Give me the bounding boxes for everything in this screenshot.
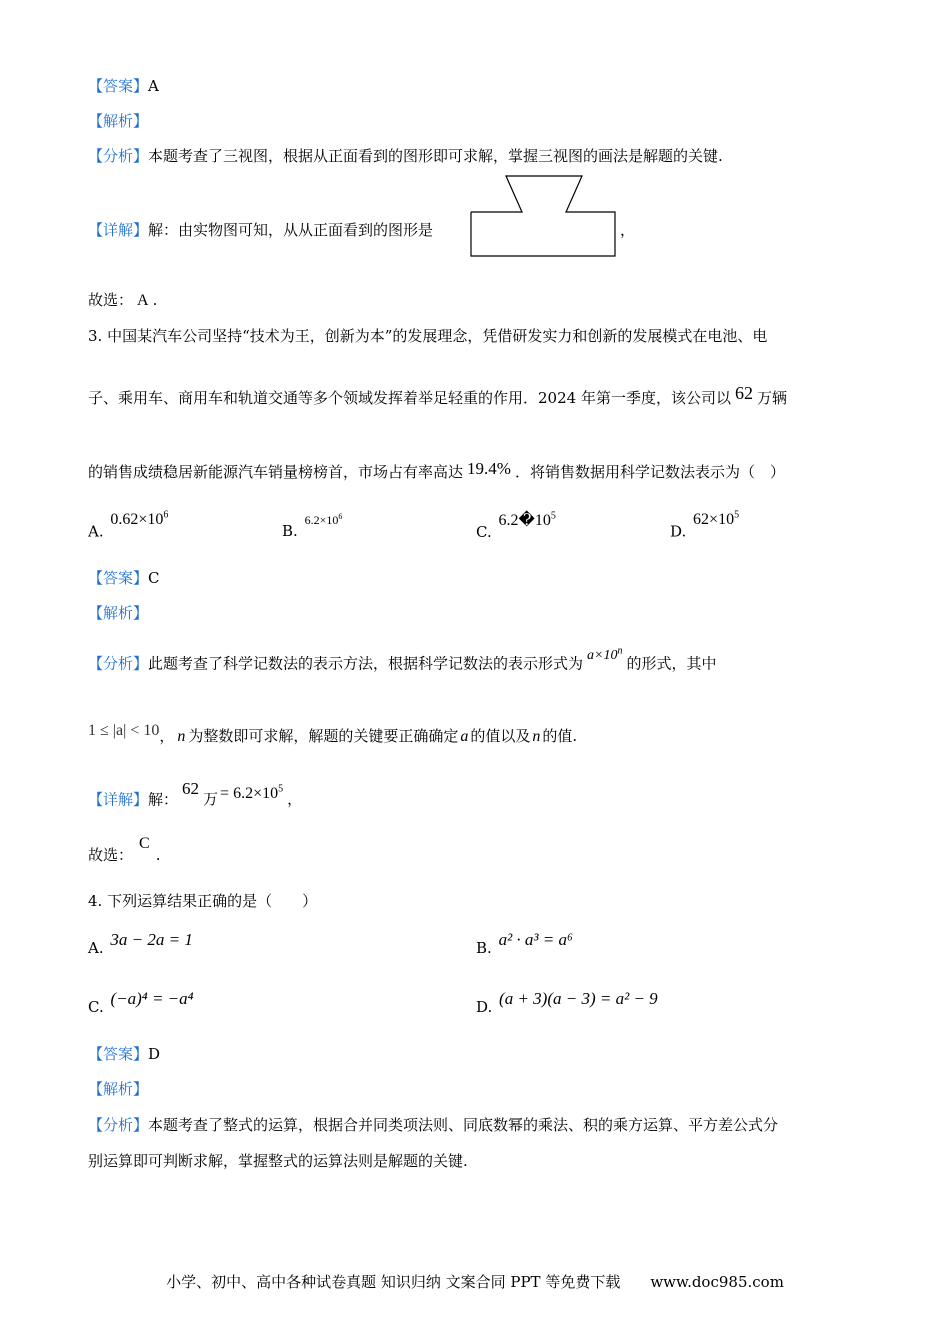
choose-prefix: 故选： xyxy=(88,291,134,309)
fenxi-text-a: 此题考查了科学记数法的表示方法，根据科学记数法的表示形式为 xyxy=(148,654,584,673)
fenxi-math-exp: n xyxy=(617,645,623,656)
q4-answer-line xyxy=(88,1044,160,1064)
detail-eq-base: = 6.2×10 xyxy=(220,785,279,803)
option-expr: a² · a³ = a⁶ xyxy=(498,930,573,949)
q4-option-b[interactable] xyxy=(476,930,573,958)
option-exp: 5 xyxy=(550,510,556,522)
q4-stem-line: 4. 下列运算结果正确的是（ ） xyxy=(88,892,318,910)
q3-stem-line2b: 万辆 xyxy=(756,389,787,407)
answer-tag: 【答案】 xyxy=(88,77,149,95)
fenxi-text: 本题考查了三视图，根据从正面看到的图形即可求解，掌握三视图的画法是解题的关键. xyxy=(148,147,723,165)
fenxi-tag: 【分析】 xyxy=(88,1116,149,1134)
q3-detail-line xyxy=(88,779,303,810)
condition-text-d: 的值. xyxy=(542,727,578,745)
choose-value: A xyxy=(137,292,149,309)
choose-value: C xyxy=(139,835,150,852)
option-label: B. xyxy=(282,522,298,540)
choose-end: . xyxy=(152,291,158,309)
q3-fenxi-line xyxy=(88,645,717,676)
q3-analysis-line xyxy=(88,603,148,623)
q3-stem-line3b: ．将销售数据用科学记数法表示为（ ） xyxy=(514,463,785,481)
option-label: C. xyxy=(476,523,492,541)
q3-percent: 19.4% xyxy=(467,459,511,478)
fenxi-tag: 【分析】 xyxy=(88,147,149,165)
q4-option-d[interactable] xyxy=(476,989,658,1017)
option-base: 62×10 xyxy=(693,511,735,529)
q3-choose-line xyxy=(88,835,161,866)
option-label: D. xyxy=(476,998,493,1016)
q3-stem-line3 xyxy=(88,459,785,482)
q4-option-a[interactable] xyxy=(88,930,193,958)
condition-a: a xyxy=(460,728,469,745)
fenxi-math xyxy=(587,645,623,663)
option-math xyxy=(305,513,343,527)
option-exp: 6 xyxy=(338,512,343,521)
choose-prefix: 故选： xyxy=(88,846,134,864)
option-label: B. xyxy=(476,939,492,957)
detail-wan: 万 xyxy=(203,790,219,809)
option-label: A. xyxy=(88,522,104,541)
page-footer: 小学、初中、高中各种试卷真题 知识归纳 文案合同 PPT 等免费下载 www.doc985.com xyxy=(166,1273,784,1291)
condition-comma: ， xyxy=(159,727,175,745)
condition-n2: n xyxy=(532,728,541,745)
q3-number-62: 62 xyxy=(734,383,753,403)
q3-option-c[interactable] xyxy=(476,510,556,542)
q3-condition-line xyxy=(88,722,578,747)
answer-tag: 【答案】 xyxy=(88,569,149,587)
q3-stem-line2a: 子、乘用车、商用车和轨道交通等多个领域发挥着举足轻重的作用．2024 年第一季度，该公司以 xyxy=(88,389,731,407)
option-math xyxy=(110,511,168,528)
answer-value: D xyxy=(148,1045,161,1063)
answer-value: C xyxy=(148,569,160,587)
detail-tag: 【详解】 xyxy=(88,221,149,239)
q2-fenxi-line xyxy=(88,146,723,166)
condition-n: n xyxy=(177,728,186,745)
condition-text-c: 的值以及 xyxy=(470,727,531,745)
option-expr: (−a)⁴ = −a⁴ xyxy=(110,989,194,1008)
q4-fenxi-line1 xyxy=(88,1115,778,1135)
analysis-tag: 【解析】 xyxy=(88,1080,149,1098)
q4-fenxi-line2: 别运算即可判断求解，掌握整式的运算法则是解题的关键. xyxy=(88,1152,468,1170)
fenxi-text-b: 的形式，其中 xyxy=(626,654,717,673)
q4-analysis-line xyxy=(88,1079,148,1099)
detail-tag: 【详解】 xyxy=(88,790,149,809)
detail-eq-exp: 5 xyxy=(278,784,284,795)
option-label: C. xyxy=(88,998,104,1016)
fenxi-text-line1: 本题考查了整式的运算，根据合并同类项法则、同底数幂的乘法、积的乘方运算、平方差公式分 xyxy=(148,1116,779,1134)
condition-math: 1 ≤ |a| < 10 xyxy=(88,722,160,739)
detail-text-a: 解： xyxy=(148,790,179,809)
q2-detail-tail: ， xyxy=(620,221,636,239)
q3-stem-line3a: 的销售成绩稳居新能源汽车销量榜榜首，市场占有率高达 xyxy=(88,463,464,481)
detail-number: 62 xyxy=(182,779,200,799)
option-exp: 5 xyxy=(734,510,740,521)
option-expr: (a + 3)(a − 3) = a² − 9 xyxy=(499,989,658,1008)
front-view-figure xyxy=(470,174,618,258)
q2-analysis-line xyxy=(88,111,148,131)
q3-stem-line1: 3. 中国某汽车公司坚持“技术为王，创新为本”的发展理念，凭借研发实力和创新的发展模式在电池、电 xyxy=(88,327,768,345)
option-base: 6.2×10 xyxy=(304,513,339,527)
detail-end: ， xyxy=(287,790,303,809)
option-label: D. xyxy=(670,522,687,541)
answer-value: A xyxy=(148,77,159,95)
fenxi-tag: 【分析】 xyxy=(88,654,149,673)
analysis-tag: 【解析】 xyxy=(88,604,149,622)
option-exp: 6 xyxy=(163,510,169,521)
q2-answer-line xyxy=(88,76,159,96)
q3-stem-line2 xyxy=(88,383,787,408)
q3-answer-line xyxy=(88,568,160,588)
q2-choose-line xyxy=(88,290,157,311)
option-math xyxy=(693,511,739,528)
analysis-tag: 【解析】 xyxy=(88,112,149,130)
q4-option-c[interactable] xyxy=(88,989,194,1017)
q2-detail-line xyxy=(88,220,433,240)
choose-end: . xyxy=(155,846,161,864)
fenxi-math-base: a×10 xyxy=(587,647,618,663)
option-expr: 3a − 2a = 1 xyxy=(110,930,193,949)
answer-tag: 【答案】 xyxy=(88,1045,149,1063)
detail-text: 解：由实物图可知，从从正面看到的图形是 xyxy=(148,221,434,239)
option-label: A. xyxy=(88,939,104,957)
detail-eq xyxy=(220,785,283,802)
condition-text-b: 为整数即可求解，解题的关键要正确确定 xyxy=(188,727,459,745)
option-math xyxy=(499,512,556,529)
option-base: 0.62×10 xyxy=(110,511,164,529)
option-base: 6.2�10 xyxy=(498,512,551,529)
